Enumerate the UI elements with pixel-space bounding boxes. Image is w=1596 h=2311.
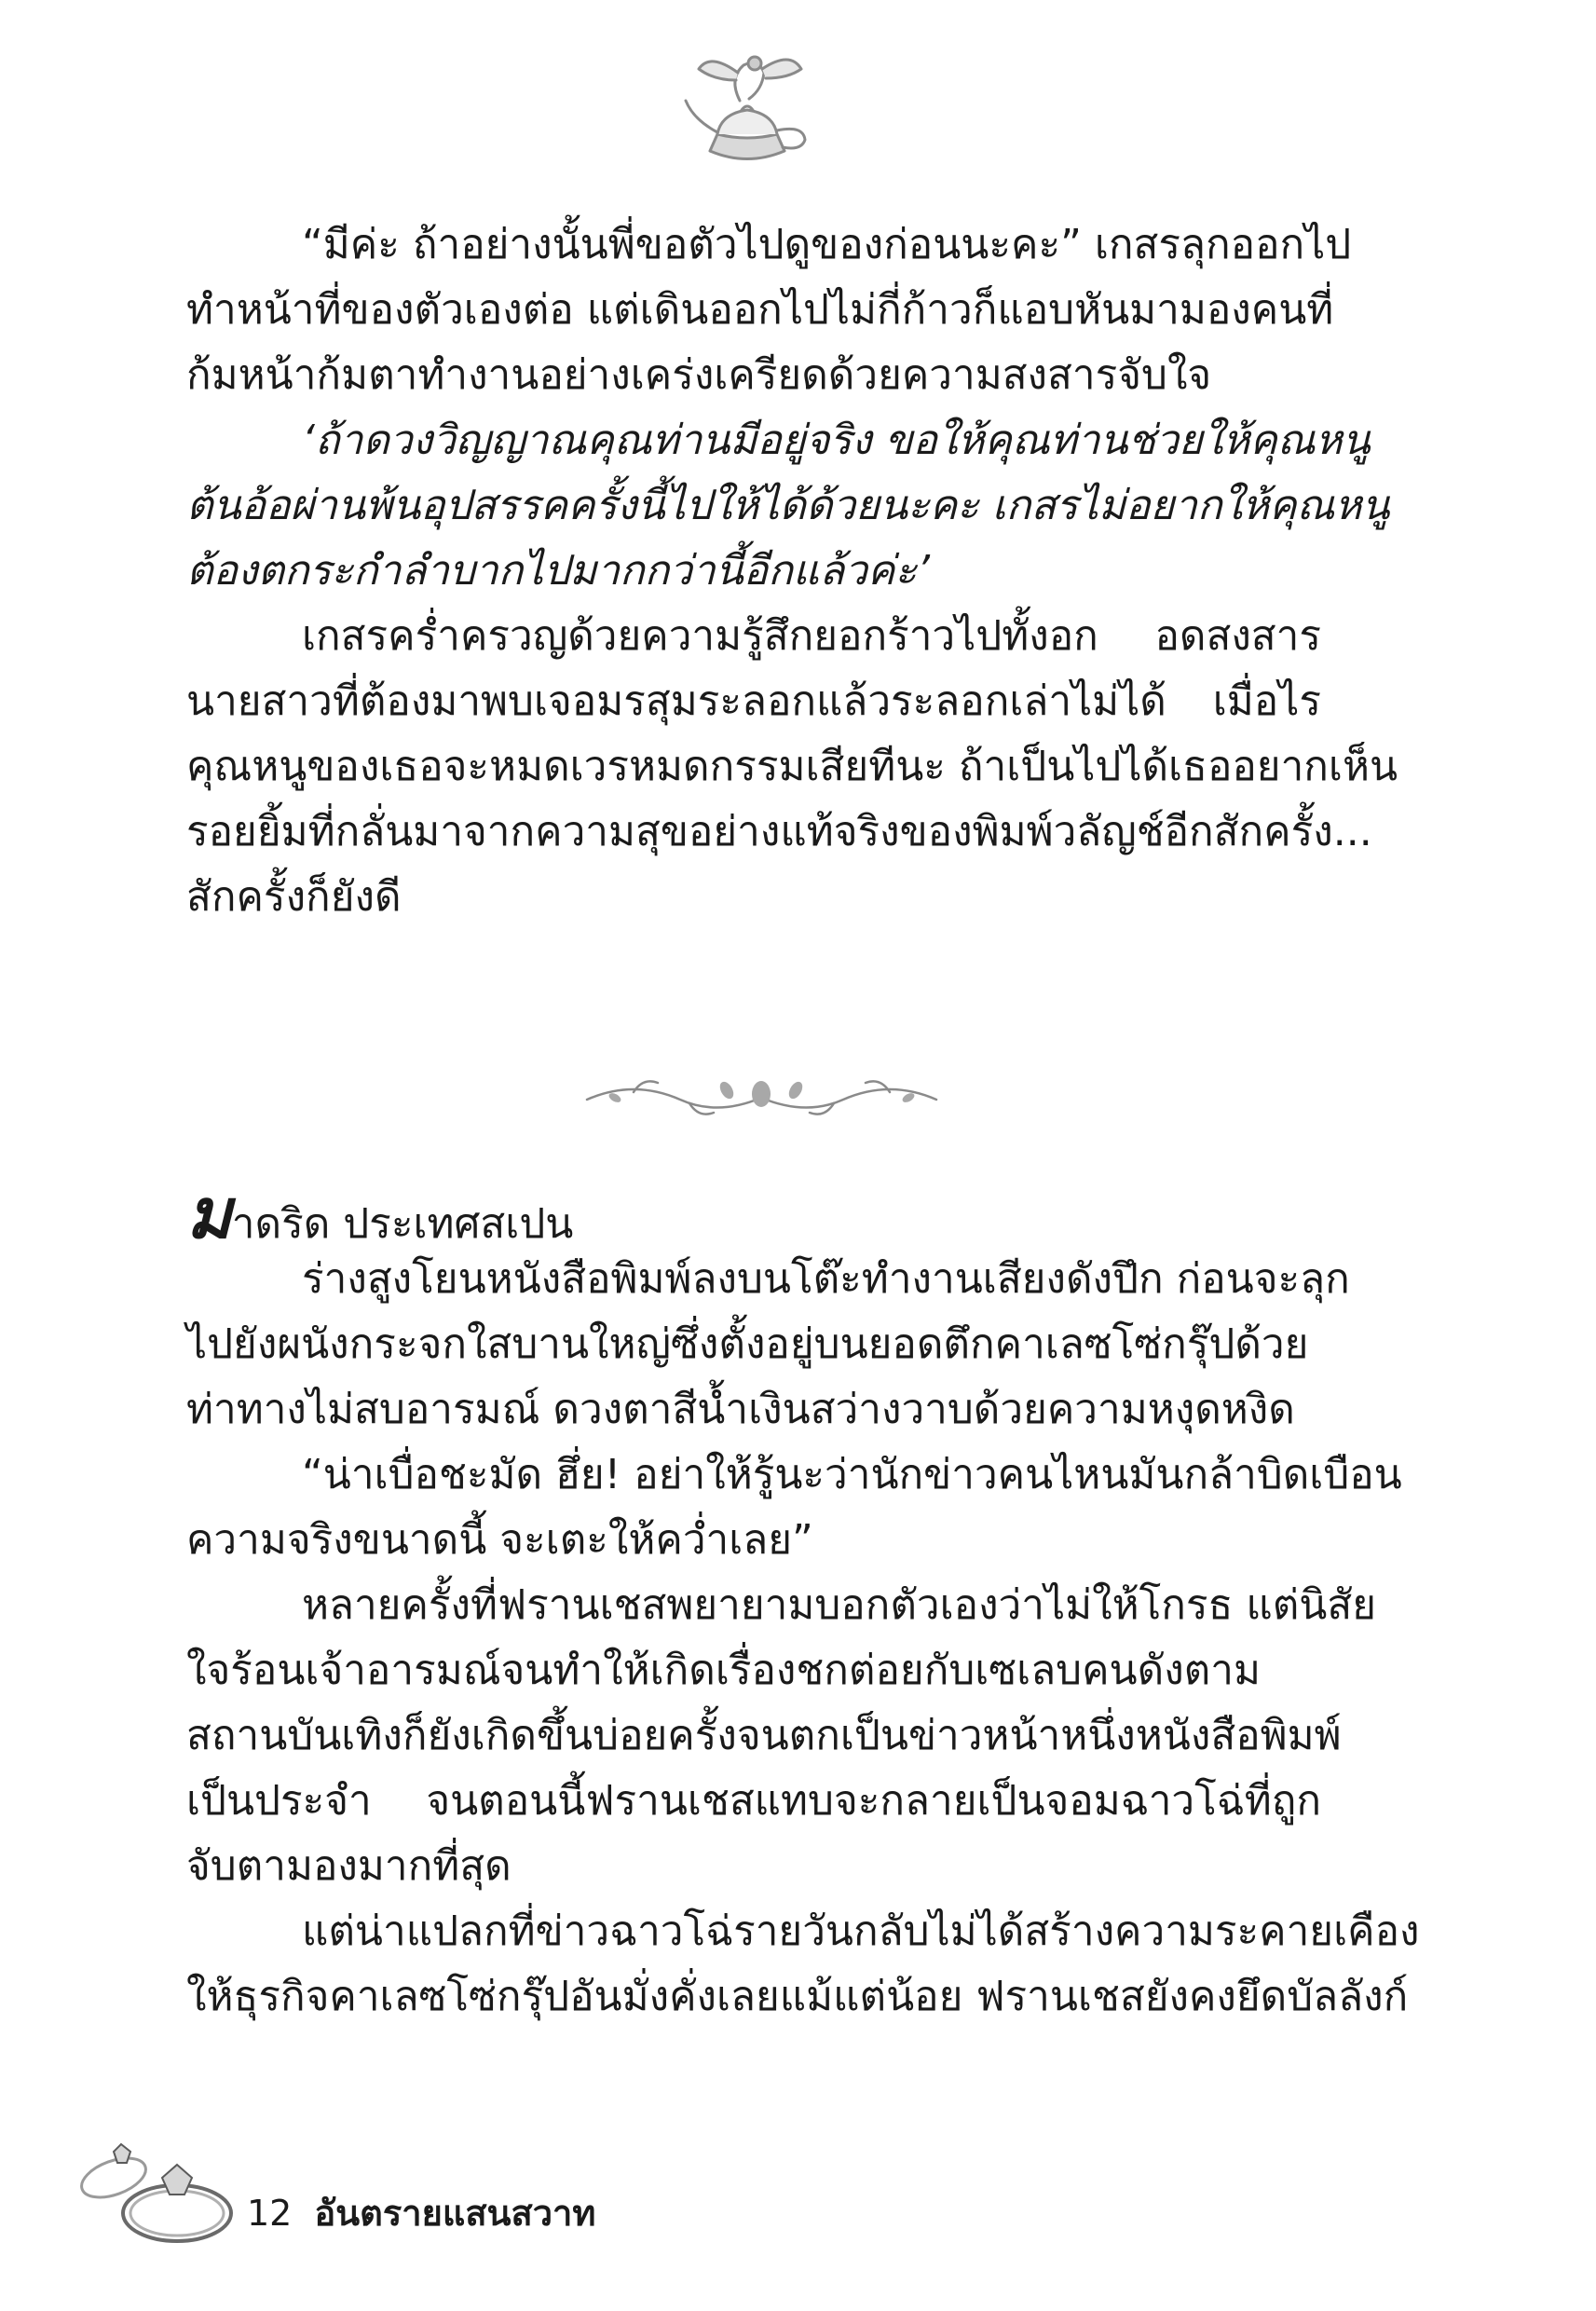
page-number: 12 [247,2193,293,2234]
text-line: สถานบันเทิงก็ยังเกิดขึ้นบ่อยครั้งจนตกเป็นข่าวหน้าหนึ่งหนังสือพิมพ์ [186,1712,1342,1759]
diamond-ring-icon [65,2120,242,2260]
text-line: ทำหน้าที่ของตัวเองต่อ แต่เดินออกไปไม่กี่ก้าวก็แอบหันมามองคนที่ [186,286,1334,334]
text-line: “มีค่ะ ถ้าอย่างนั้นพี่ขอตัวไปดูของก่อนนะคะ” เกสรลุกออกไป [302,221,1352,268]
text-line: ท่าทางไม่สบอารมณ์ ดวงตาสีน้ำเงินสว่างวาบด้วยความหงุดหงิด [186,1386,1295,1433]
text-line-italic: ต้นอ้อผ่านพ้นอุปสรรคครั้งนี้ไปให้ได้ด้วยนะคะ เกสรไม่อยากให้คุณหนู [186,482,1390,529]
drop-cap: ม [186,1174,230,1254]
text-line: นายสาวที่ต้องมาพบเจอมรสุมระลอกแล้วระลอกเล่าไม่ได้ เมื่อไร [186,677,1321,725]
text-line: สักครั้งก็ยังดี [186,873,402,921]
text-line: “น่าเบื่อชะมัด ฮึ่ย! อย่าให้รู้นะว่านักข่าวคนไหนมันกล้าบิดเบือน [302,1451,1402,1498]
text-line: ร่างสูงโยนหนังสือพิมพ์ลงบนโต๊ะทำงานเสียงดังปึก ก่อนจะลุก [302,1255,1350,1303]
text-line: ความจริงขนาดนี้ จะเตะให้คว่ำเลย” [186,1516,813,1564]
fairy-teapot-ornament-icon [673,41,822,171]
vine-divider-icon [578,1070,946,1126]
text-line: คุณหนูของเธอจะหมดเวรหมดกรรมเสียทีนะ ถ้าเป็นไปได้เธออยากเห็น [186,743,1398,790]
text-line-italic: ‘ถ้าดวงวิญญาณคุณท่านมีอยู่จริง ขอให้คุณท่านช่วยให้คุณหนู [302,417,1371,464]
text-line: เป็นประจำ จนตอนนี้ฟรานเชสแทบจะกลายเป็นจอมฉาวโฉ่ที่ถูก [186,1777,1321,1825]
text-line: ใจร้อนเจ้าอารมณ์จนทำให้เกิดเรื่องชกต่อยกับเซเลบคนดังตาม [186,1647,1261,1694]
text-line: ไปยังผนังกระจกใสบานใหญ่ซึ่งตั้งอยู่บนยอดตึกคาเลซโซ่กรุ๊ปด้วย [186,1320,1309,1368]
text-line-italic: ต้องตกระกำลำบากไปมากกว่านี้อีกแล้วค่ะ’ [186,547,930,595]
paragraph-block-bottom [186,1174,1420,2030]
text-line: เกสรคร่ำครวญด้วยความรู้สึกยอกร้าวไปทั้งอก อดสงสาร [302,612,1321,660]
paragraph-block-top [186,212,1398,930]
text-line: จับตามองมากที่สุด [186,1842,512,1890]
text-line: ให้ธุรกิจคาเลซโซ่กรุ๊ปอันมั่งคั่งเลยแม้แต่น้อย ฟรานเชสยังคงยึดบัลลังก์ [186,1973,1409,2020]
page-footer [247,2185,595,2241]
text-line: าดริด ประเทศสเปน [231,1200,574,1248]
text-line: หลายครั้งที่ฟรานเชสพยายามบอกตัวเองว่าไม่ให้โกรธ แต่นิสัย [302,1581,1376,1629]
text-line: รอยยิ้มที่กลั่นมาจากความสุขอย่างแท้จริงของพิมพ์วลัญช์อีกสักครั้ง... [186,808,1372,855]
book-title: อันตรายแสนสวาท [314,2193,596,2234]
text-line: ก้มหน้าก้มตาทำงานอย่างเคร่งเครียดด้วยความสงสารจับใจ [186,351,1212,399]
text-line: แต่น่าแปลกที่ข่าวฉาวโฉ่รายวันกลับไม่ได้สร้างความระคายเคือง [302,1908,1420,1955]
chapter-opening-line [186,1174,1321,1254]
